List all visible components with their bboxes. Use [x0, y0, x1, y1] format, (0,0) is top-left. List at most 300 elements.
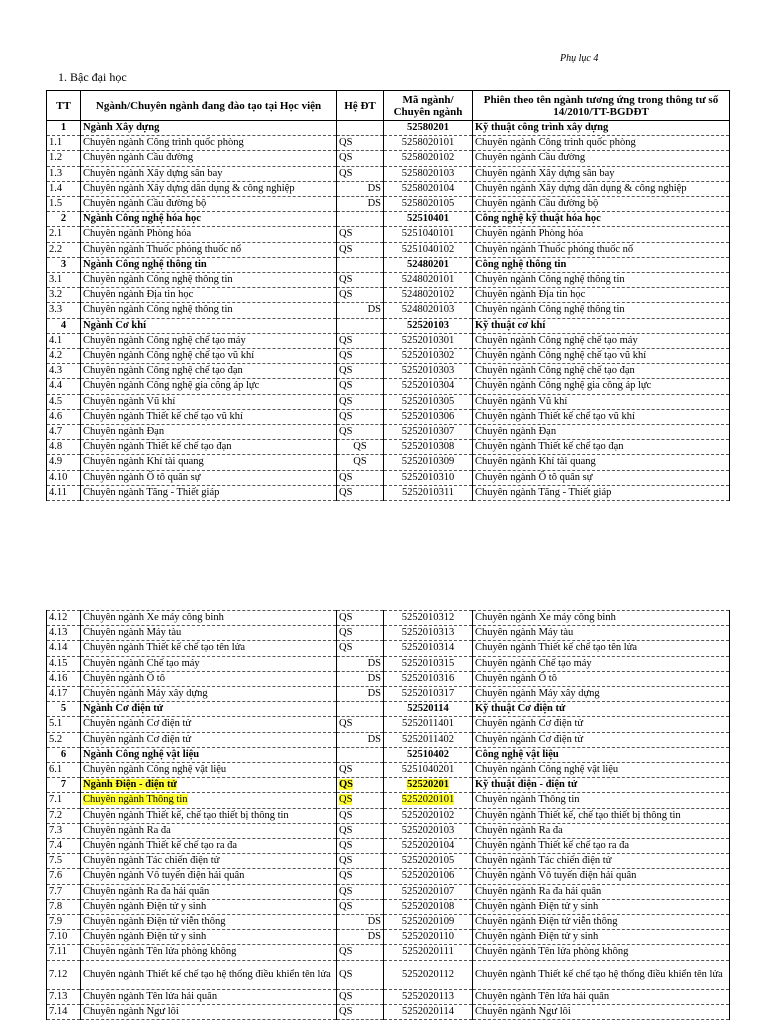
row-equivalent: Chuyên ngành Công nghệ gia công áp lực — [473, 379, 730, 394]
row-tt: 7.13 — [47, 989, 81, 1004]
table-row — [47, 915, 730, 930]
table-row — [47, 611, 730, 626]
row-system: QS — [337, 1004, 384, 1019]
header-tt: TT — [47, 91, 81, 121]
row-code: 5251040102 — [384, 242, 473, 257]
row-equivalent: Chuyên ngành Thiết kế chế tạo tên lửa — [473, 641, 730, 656]
table-row — [47, 989, 730, 1004]
table-row — [47, 242, 730, 257]
highlighted-text: Chuyên ngành Thông tin — [83, 794, 188, 806]
row-code: 5252011401 — [384, 717, 473, 732]
row-tt: 4.17 — [47, 687, 81, 702]
row-system: QS — [337, 808, 384, 823]
row-code: 5252010303 — [384, 364, 473, 379]
row-system: DS — [337, 930, 384, 945]
row-equivalent: Chuyên ngành Vô tuyến điện hải quân — [473, 869, 730, 884]
row-tt: 7.10 — [47, 930, 81, 945]
row-tt: 2.1 — [47, 227, 81, 242]
row-equivalent: Chuyên ngành Thông tin — [473, 793, 730, 808]
row-equivalent: Chuyên ngành Khí tài quang — [473, 455, 730, 470]
row-code: 52520114 — [384, 702, 473, 717]
table-row — [47, 854, 730, 869]
highlighted-text: 52520201 — [407, 779, 449, 791]
row-name: Chuyên ngành Cơ điện tử — [81, 732, 337, 747]
table-row — [47, 930, 730, 945]
row-code: 5252020106 — [384, 869, 473, 884]
row-name: Chuyên ngành Công nghệ chế tạo đạn — [81, 364, 337, 379]
row-tt: 7 — [47, 778, 81, 793]
row-name: Chuyên ngành Phòng hóa — [81, 227, 337, 242]
row-equivalent: Kỹ thuật Cơ điện tử — [473, 702, 730, 717]
row-name: Chuyên ngành Tác chiến điện tử — [81, 854, 337, 869]
row-code: 5252010314 — [384, 641, 473, 656]
table-row — [47, 394, 730, 409]
row-name: Chuyên ngành Công nghệ gia công áp lực — [81, 379, 337, 394]
row-name: Chuyên ngành Đạn — [81, 425, 337, 440]
row-code: 5252011402 — [384, 732, 473, 747]
table-row — [47, 409, 730, 424]
row-code: 52510402 — [384, 747, 473, 762]
highlighted-text: 5252020101 — [401, 794, 455, 806]
row-system — [337, 318, 384, 333]
table-row — [47, 288, 730, 303]
row-code: 5252020113 — [384, 989, 473, 1004]
row-tt: 7.3 — [47, 823, 81, 838]
row-system: QS — [337, 227, 384, 242]
row-system — [337, 257, 384, 272]
row-code: 5252010315 — [384, 656, 473, 671]
row-system: DS — [337, 671, 384, 686]
row-name: Chuyên ngành Máy tàu — [81, 626, 337, 641]
row-system: QS — [337, 151, 384, 166]
row-system: QS — [337, 333, 384, 348]
row-code: 5252010317 — [384, 687, 473, 702]
row-name: Chuyên ngành Địa tin học — [81, 288, 337, 303]
row-name: Chuyên ngành Thiết kế chế tạo hệ thống điều khiển tên lửa — [81, 960, 337, 989]
row-code: 5252020104 — [384, 839, 473, 854]
row-tt: 7.8 — [47, 899, 81, 914]
row-tt: 4.10 — [47, 470, 81, 485]
table-row — [47, 945, 730, 960]
row-name: Chuyên ngành Công nghệ chế tạo máy — [81, 333, 337, 348]
row-code: 5252010316 — [384, 671, 473, 686]
row-tt: 4.3 — [47, 364, 81, 379]
row-name: Chuyên ngành Điện tử viễn thông — [81, 915, 337, 930]
row-system: QS — [337, 470, 384, 485]
row-system: QS — [337, 455, 384, 470]
row-system: QS — [337, 884, 384, 899]
row-equivalent: Chuyên ngành Máy tàu — [473, 626, 730, 641]
row-code: 5252010308 — [384, 440, 473, 455]
row-code: 5252020112 — [384, 960, 473, 989]
row-code: 5252020103 — [384, 823, 473, 838]
row-equivalent: Chuyên ngành Chế tạo máy — [473, 656, 730, 671]
row-tt: 7.9 — [47, 915, 81, 930]
row-name: Chuyên ngành Thiết kế chế tạo ra đa — [81, 839, 337, 854]
row-system: QS — [337, 763, 384, 778]
row-code: 5251040201 — [384, 763, 473, 778]
row-name: Ngành Cơ điện tử — [81, 702, 337, 717]
row-tt: 4.1 — [47, 333, 81, 348]
major-row — [47, 702, 730, 717]
row-system: DS — [337, 915, 384, 930]
row-equivalent: Chuyên ngành Đạn — [473, 425, 730, 440]
row-tt: 6.1 — [47, 763, 81, 778]
row-tt: 7.11 — [47, 945, 81, 960]
row-tt: 7.4 — [47, 839, 81, 854]
row-tt: 2.2 — [47, 242, 81, 257]
row-equivalent: Chuyên ngành Thiết kế chế tạo đạn — [473, 440, 730, 455]
table-row — [47, 960, 730, 989]
row-equivalent: Chuyên ngành Tên lửa phòng không — [473, 945, 730, 960]
row-equivalent: Chuyên ngành Ô tô quân sự — [473, 470, 730, 485]
major-row — [47, 747, 730, 762]
row-tt: 2 — [47, 212, 81, 227]
row-system: QS — [337, 364, 384, 379]
table-row — [47, 470, 730, 485]
row-tt: 3.2 — [47, 288, 81, 303]
row-system: QS — [337, 823, 384, 838]
row-name: Chuyên ngành Vô tuyến điện hải quân — [81, 869, 337, 884]
row-system: DS — [337, 181, 384, 196]
row-name: Chuyên ngành Ngư lôi — [81, 1004, 337, 1019]
row-name: Chuyên ngành Ô tô — [81, 671, 337, 686]
row-name: Chuyên ngành Công nghệ vật liệu — [81, 763, 337, 778]
row-system: QS — [337, 945, 384, 960]
row-tt: 7.2 — [47, 808, 81, 823]
row-equivalent: Công nghệ vật liệu — [473, 747, 730, 762]
row-name: Chuyên ngành Thiết kế chế tạo tên lửa — [81, 641, 337, 656]
major-row — [47, 318, 730, 333]
row-name: Chuyên ngành Thiết kế chế tạo vũ khí — [81, 409, 337, 424]
row-code: 5252020114 — [384, 1004, 473, 1019]
row-name: Chuyên ngành Thiết kế, chế tạo thiết bị thông tin — [81, 808, 337, 823]
row-tt: 7.7 — [47, 884, 81, 899]
row-name: Chuyên ngành Công nghệ thông tin — [81, 273, 337, 288]
row-system: QS — [337, 394, 384, 409]
table-row — [47, 151, 730, 166]
row-system: QS — [337, 854, 384, 869]
row-tt: 4.8 — [47, 440, 81, 455]
table-row — [47, 197, 730, 212]
row-equivalent: Chuyên ngành Máy xây dựng — [473, 687, 730, 702]
table-row — [47, 379, 730, 394]
row-tt: 7.6 — [47, 869, 81, 884]
row-tt: 1.4 — [47, 181, 81, 196]
row-code: 5252010301 — [384, 333, 473, 348]
row-system: QS — [337, 717, 384, 732]
row-code: 5248020103 — [384, 303, 473, 318]
row-code: 5258020104 — [384, 181, 473, 196]
table-row — [47, 425, 730, 440]
table-row — [47, 793, 730, 808]
row-equivalent: Chuyên ngành Xe máy công binh — [473, 611, 730, 626]
row-tt: 1.5 — [47, 197, 81, 212]
row-equivalent: Kỹ thuật điện - điện tử — [473, 778, 730, 793]
row-tt: 4.2 — [47, 349, 81, 364]
row-system: QS — [337, 611, 384, 626]
row-equivalent: Chuyên ngành Cầu đường bộ — [473, 197, 730, 212]
row-code: 5252020111 — [384, 945, 473, 960]
row-equivalent: Chuyên ngành Công nghệ chế tạo vũ khí — [473, 349, 730, 364]
row-tt: 4.12 — [47, 611, 81, 626]
table-row — [47, 440, 730, 455]
row-system: QS — [337, 960, 384, 989]
header-system: Hệ ĐT — [337, 91, 384, 121]
row-name: Chuyên ngành Điện tử y sinh — [81, 899, 337, 914]
row-system: DS — [337, 197, 384, 212]
table-row — [47, 656, 730, 671]
section-title: 1. Bậc đại học — [58, 70, 127, 84]
row-tt: 4.15 — [47, 656, 81, 671]
row-system — [337, 747, 384, 762]
row-equivalent: Chuyên ngành Thuốc phóng thuốc nổ — [473, 242, 730, 257]
row-system: QS — [337, 242, 384, 257]
row-name: Ngành Công nghệ hóa học — [81, 212, 337, 227]
row-equivalent: Chuyên ngành Địa tin học — [473, 288, 730, 303]
row-code: 5252010311 — [384, 485, 473, 500]
row-code: 5252010310 — [384, 470, 473, 485]
table-row — [47, 349, 730, 364]
row-name: Chuyên ngành Ra đa — [81, 823, 337, 838]
row-tt: 3 — [47, 257, 81, 272]
row-equivalent: Chuyên ngành Điện tử y sinh — [473, 930, 730, 945]
programs-table-part-2 — [46, 610, 730, 1020]
row-name: Chuyên ngành Thuốc phóng thuốc nổ — [81, 242, 337, 257]
table-row — [47, 899, 730, 914]
row-name: Chuyên ngành Xây dựng sân bay — [81, 166, 337, 181]
row-name: Chuyên ngành Thiết kế chế tạo đạn — [81, 440, 337, 455]
table-row — [47, 166, 730, 181]
row-equivalent: Chuyên ngành Công nghệ thông tin — [473, 273, 730, 288]
highlighted-text: QS — [339, 779, 354, 791]
row-code: 5252010306 — [384, 409, 473, 424]
row-equivalent: Chuyên ngành Phòng hóa — [473, 227, 730, 242]
row-code: 5252010313 — [384, 626, 473, 641]
row-tt: 7.5 — [47, 854, 81, 869]
row-system — [337, 778, 384, 793]
row-tt: 4.11 — [47, 485, 81, 500]
row-code: 5251040101 — [384, 227, 473, 242]
row-system: QS — [337, 989, 384, 1004]
row-system: DS — [337, 732, 384, 747]
row-name: Chuyên ngành Công nghệ chế tạo vũ khí — [81, 349, 337, 364]
row-equivalent: Chuyên ngành Ra đa hải quân — [473, 884, 730, 899]
row-system: QS — [337, 273, 384, 288]
row-code: 5258020103 — [384, 166, 473, 181]
table-row — [47, 333, 730, 348]
row-system: QS — [337, 839, 384, 854]
row-code: 5252020102 — [384, 808, 473, 823]
major-row — [47, 778, 730, 793]
row-code: 5252020105 — [384, 854, 473, 869]
row-tt: 3.3 — [47, 303, 81, 318]
row-system — [337, 793, 384, 808]
row-code: 5258020101 — [384, 136, 473, 151]
table-row — [47, 136, 730, 151]
row-code: 5258020102 — [384, 151, 473, 166]
row-equivalent: Chuyên ngành Tên lửa hải quân — [473, 989, 730, 1004]
row-tt: 7.14 — [47, 1004, 81, 1019]
row-tt: 4.7 — [47, 425, 81, 440]
row-name — [81, 793, 337, 808]
row-name: Chuyên ngành Tên lửa hải quân — [81, 989, 337, 1004]
row-tt: 4.16 — [47, 671, 81, 686]
row-system — [337, 212, 384, 227]
row-tt: 1.1 — [47, 136, 81, 151]
row-system: QS — [337, 288, 384, 303]
row-equivalent: Chuyên ngành Ngư lôi — [473, 1004, 730, 1019]
table-row — [47, 869, 730, 884]
row-name: Ngành Cơ khí — [81, 318, 337, 333]
row-equivalent: Chuyên ngành Công trình quốc phòng — [473, 136, 730, 151]
row-code: 5252020108 — [384, 899, 473, 914]
row-code: 52480201 — [384, 257, 473, 272]
row-name: Chuyên ngành Công trình quốc phòng — [81, 136, 337, 151]
row-system — [337, 121, 384, 136]
row-code: 5252010307 — [384, 425, 473, 440]
row-name: Chuyên ngành Cầu đường — [81, 151, 337, 166]
row-equivalent: Chuyên ngành Ra đa — [473, 823, 730, 838]
table-row — [47, 485, 730, 500]
row-name: Chuyên ngành Khí tài quang — [81, 455, 337, 470]
row-code: 5252010312 — [384, 611, 473, 626]
row-tt: 1.2 — [47, 151, 81, 166]
row-equivalent: Chuyên ngành Công nghệ thông tin — [473, 303, 730, 318]
row-tt: 1 — [47, 121, 81, 136]
table-row — [47, 626, 730, 641]
row-name: Chuyên ngành Tên lửa phòng không — [81, 945, 337, 960]
row-name: Chuyên ngành Cầu đường bộ — [81, 197, 337, 212]
row-system: QS — [337, 869, 384, 884]
table-row — [47, 273, 730, 288]
row-system: QS — [337, 409, 384, 424]
row-tt: 4.14 — [47, 641, 81, 656]
row-name: Chuyên ngành Ra đa hải quân — [81, 884, 337, 899]
row-name: Chuyên ngành Vũ khí — [81, 394, 337, 409]
row-code: 5252020110 — [384, 930, 473, 945]
row-equivalent: Chuyên ngành Vũ khí — [473, 394, 730, 409]
row-equivalent: Chuyên ngành Cơ điện tử — [473, 732, 730, 747]
row-system: QS — [337, 425, 384, 440]
row-tt: 4.9 — [47, 455, 81, 470]
table-row — [47, 717, 730, 732]
row-tt: 1.3 — [47, 166, 81, 181]
row-system: QS — [337, 166, 384, 181]
table-row — [47, 763, 730, 778]
header-major: Ngành/Chuyên ngành đang đào tạo tại Học viện — [81, 91, 337, 121]
table-row — [47, 823, 730, 838]
major-row — [47, 121, 730, 136]
row-equivalent: Chuyên ngành Công nghệ chế tạo đạn — [473, 364, 730, 379]
row-name: Ngành Xây dựng — [81, 121, 337, 136]
row-code: 5252020109 — [384, 915, 473, 930]
row-equivalent: Chuyên ngành Điện tử y sinh — [473, 899, 730, 914]
row-code: 5248020101 — [384, 273, 473, 288]
table-row — [47, 808, 730, 823]
table-row — [47, 884, 730, 899]
row-system: DS — [337, 303, 384, 318]
row-equivalent: Chuyên ngành Tăng - Thiết giáp — [473, 485, 730, 500]
row-equivalent: Chuyên ngành Ô tô — [473, 671, 730, 686]
row-tt: 5.1 — [47, 717, 81, 732]
row-system: DS — [337, 687, 384, 702]
row-equivalent: Chuyên ngành Thiết kế chế tạo hệ thống điều khiển tên lửa — [473, 960, 730, 989]
programs-table-part-1 — [46, 90, 730, 501]
row-equivalent: Công nghệ kỹ thuật hóa học — [473, 212, 730, 227]
row-system: QS — [337, 379, 384, 394]
row-code — [384, 793, 473, 808]
row-system: DS — [337, 656, 384, 671]
major-row — [47, 257, 730, 272]
appendix-label: Phụ lục 4 — [560, 53, 599, 64]
row-system: QS — [337, 626, 384, 641]
row-name: Chuyên ngành Điện tử y sinh — [81, 930, 337, 945]
row-name: Chuyên ngành Cơ điện tử — [81, 717, 337, 732]
major-row — [47, 212, 730, 227]
row-tt: 3.1 — [47, 273, 81, 288]
row-name: Chuyên ngành Máy xây dựng — [81, 687, 337, 702]
row-name: Ngành Công nghệ thông tin — [81, 257, 337, 272]
row-equivalent: Chuyên ngành Thiết kế chế tạo vũ khí — [473, 409, 730, 424]
row-tt: 4.5 — [47, 394, 81, 409]
row-system: QS — [337, 349, 384, 364]
row-code: 5252010309 — [384, 455, 473, 470]
row-name: Chuyên ngành Ô tô quân sự — [81, 470, 337, 485]
row-equivalent: Kỹ thuật công trình xây dựng — [473, 121, 730, 136]
row-equivalent: Chuyên ngành Xây dựng sân bay — [473, 166, 730, 181]
row-code: 5252010302 — [384, 349, 473, 364]
highlighted-text: QS — [339, 794, 353, 806]
row-system: QS — [337, 136, 384, 151]
row-tt: 5 — [47, 702, 81, 717]
table-row — [47, 687, 730, 702]
row-equivalent: Chuyên ngành Điện tử viễn thông — [473, 915, 730, 930]
table-row — [47, 1004, 730, 1019]
row-equivalent: Chuyên ngành Cầu đường — [473, 151, 730, 166]
row-code: 52580201 — [384, 121, 473, 136]
row-equivalent: Chuyên ngành Thiết kế chế tạo ra đa — [473, 839, 730, 854]
row-equivalent: Công nghệ thông tin — [473, 257, 730, 272]
row-name: Chuyên ngành Xây dựng dân dụng & công nghiệp — [81, 181, 337, 196]
row-code: 52520103 — [384, 318, 473, 333]
row-code — [384, 778, 473, 793]
row-name: Chuyên ngành Tăng - Thiết giáp — [81, 485, 337, 500]
row-tt: 4.13 — [47, 626, 81, 641]
table-row — [47, 641, 730, 656]
table-row — [47, 455, 730, 470]
row-system: QS — [337, 485, 384, 500]
row-equivalent: Chuyên ngành Tác chiến điện tử — [473, 854, 730, 869]
row-code: 52510401 — [384, 212, 473, 227]
highlighted-text: Ngành Điện - điện tử — [83, 779, 177, 791]
row-tt: 7.1 — [47, 793, 81, 808]
table-row — [47, 227, 730, 242]
table-row — [47, 839, 730, 854]
row-system: QS — [337, 641, 384, 656]
table-row — [47, 732, 730, 747]
table-row — [47, 181, 730, 196]
row-equivalent: Chuyên ngành Cơ điện tử — [473, 717, 730, 732]
table-row — [47, 364, 730, 379]
row-name: Ngành Công nghệ vật liệu — [81, 747, 337, 762]
row-tt: 4.4 — [47, 379, 81, 394]
row-equivalent: Chuyên ngành Thiết kế, chế tạo thiết bị thông tin — [473, 808, 730, 823]
row-code: 5252010304 — [384, 379, 473, 394]
row-tt: 6 — [47, 747, 81, 762]
row-system: QS — [337, 440, 384, 455]
header-equivalent: Phiên theo tên ngành tương ứng trong thông tư số 14/2010/TT-BGDĐT — [473, 91, 730, 121]
